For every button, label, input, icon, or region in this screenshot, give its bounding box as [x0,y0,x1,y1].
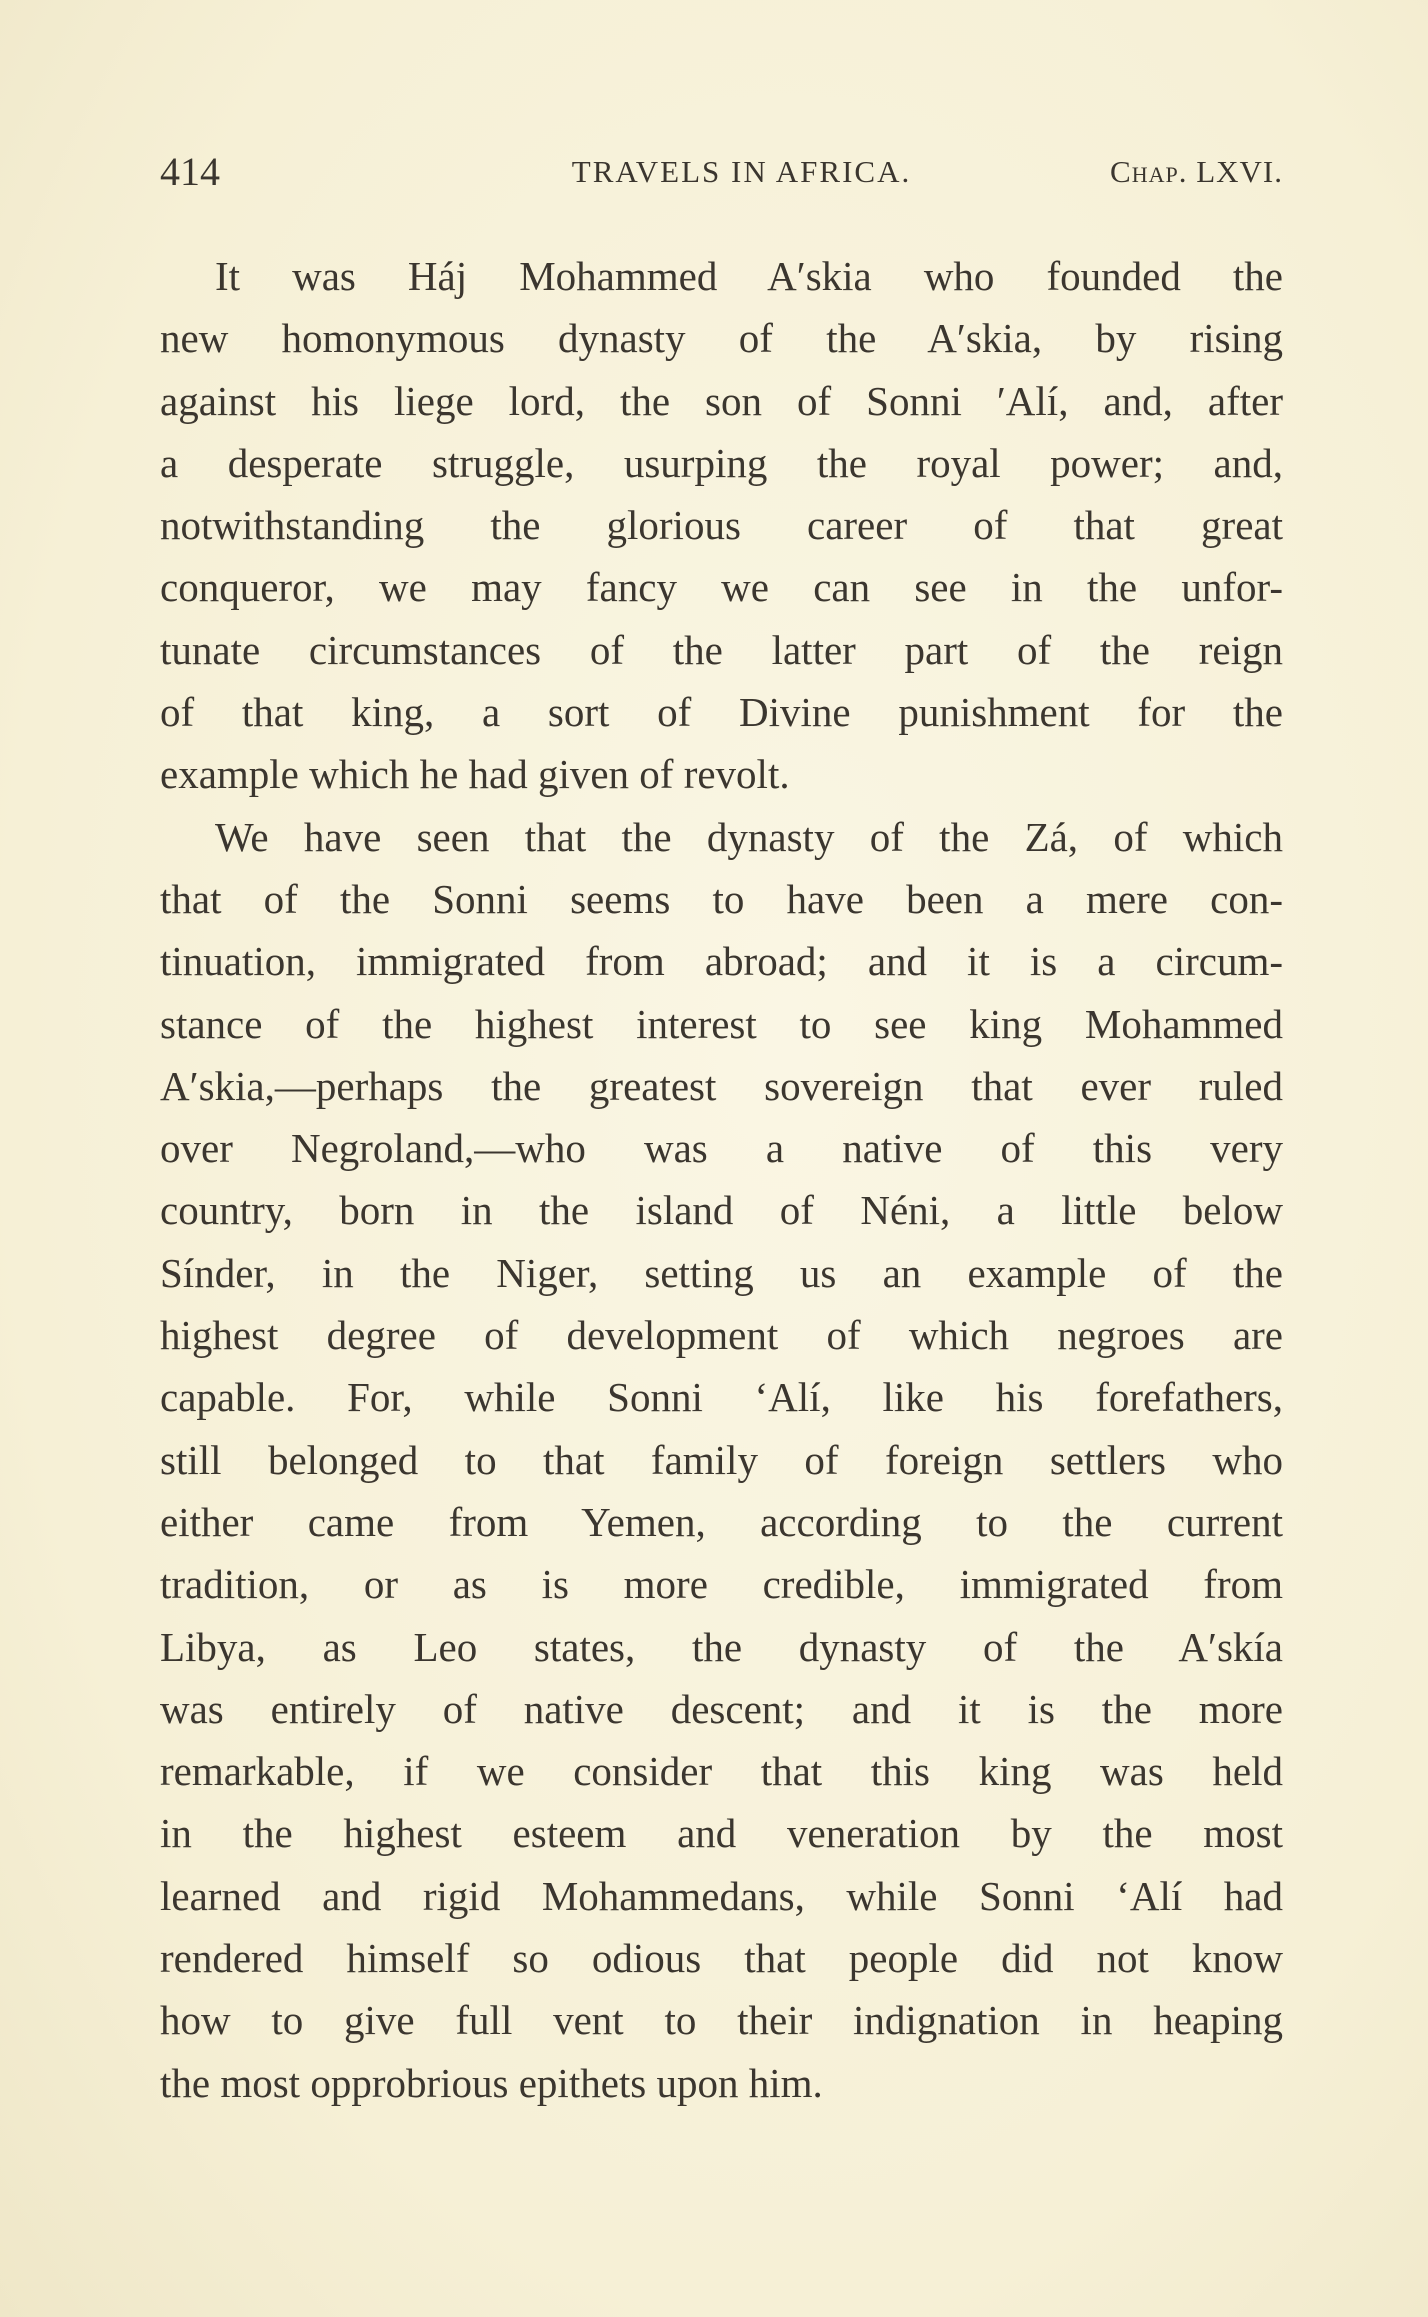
text-line: example which he had given of revolt. [160,751,790,798]
text-line: still belonged to that family of foreign settlers who [160,1436,1283,1483]
text-line: tunate circumstances of the latter part of the reign [160,626,1283,673]
text-line: in the highest esteem and veneration by the most [160,1810,1283,1857]
running-title: TRAVELS IN AFRICA. [571,154,912,189]
text-line: was entirely of native descent; and it is the more [160,1685,1283,1732]
text-line: how to give full vent to their indignation in heaping [160,1997,1283,2044]
text-line: against his liege lord, the son of Sonni ′Alí, and, after [160,377,1283,424]
text-line: Sínder, in the Niger, setting us an example of the [160,1249,1283,1296]
page-number: 414 [160,149,220,194]
text-line: country, born in the island of Néni, a little below [160,1187,1283,1234]
chapter-label: Chap. LXVI. [1110,154,1283,189]
text-line: conqueror, we may fancy we can see in the unfor- [160,564,1283,611]
text-line: either came from Yemen, according to the current [160,1498,1283,1545]
text-line: tradition, or as is more credible, immigrated from [160,1561,1283,1608]
text-line: We have seen that the dynasty of the Zá, of which [215,813,1283,860]
body-text [160,245,1283,2114]
text-line: highest degree of development of which negroes are [160,1312,1283,1359]
text-line: over Negroland,—who was a native of this very [160,1125,1283,1172]
text-line: that of the Sonni seems to have been a mere con- [160,875,1283,922]
text-line: the most opprobrious epithets upon him. [160,2059,823,2106]
text-line: a desperate struggle, usurping the royal power; and, [160,439,1283,486]
running-header [160,148,1283,198]
text-line: It was Háj Mohammed A′skia who founded the [215,253,1283,299]
text-line: A′skia,—perhaps the greatest sovereign that ever ruled [160,1062,1283,1109]
text-line: of that king, a sort of Divine punishment for the [160,689,1283,736]
text-line: Libya, as Leo states, the dynasty of the A′skía [160,1623,1283,1670]
text-line: stance of the highest interest to see king Mohammed [160,1000,1283,1047]
text-line: new homonymous dynasty of the A′skia, by rising [160,315,1283,362]
text-line: notwithstanding the glorious career of that great [160,502,1283,549]
text-line: learned and rigid Mohammedans, while Sonni ‘Alí had [160,1872,1283,1919]
text-line: rendered himself so odious that people did not know [160,1935,1283,1982]
text-line: capable. For, while Sonni ‘Alí, like his forefathers, [160,1374,1283,1421]
text-line: remarkable, if we consider that this king was held [160,1748,1283,1795]
text-line: tinuation, immigrated from abroad; and it is a circum- [160,938,1283,985]
